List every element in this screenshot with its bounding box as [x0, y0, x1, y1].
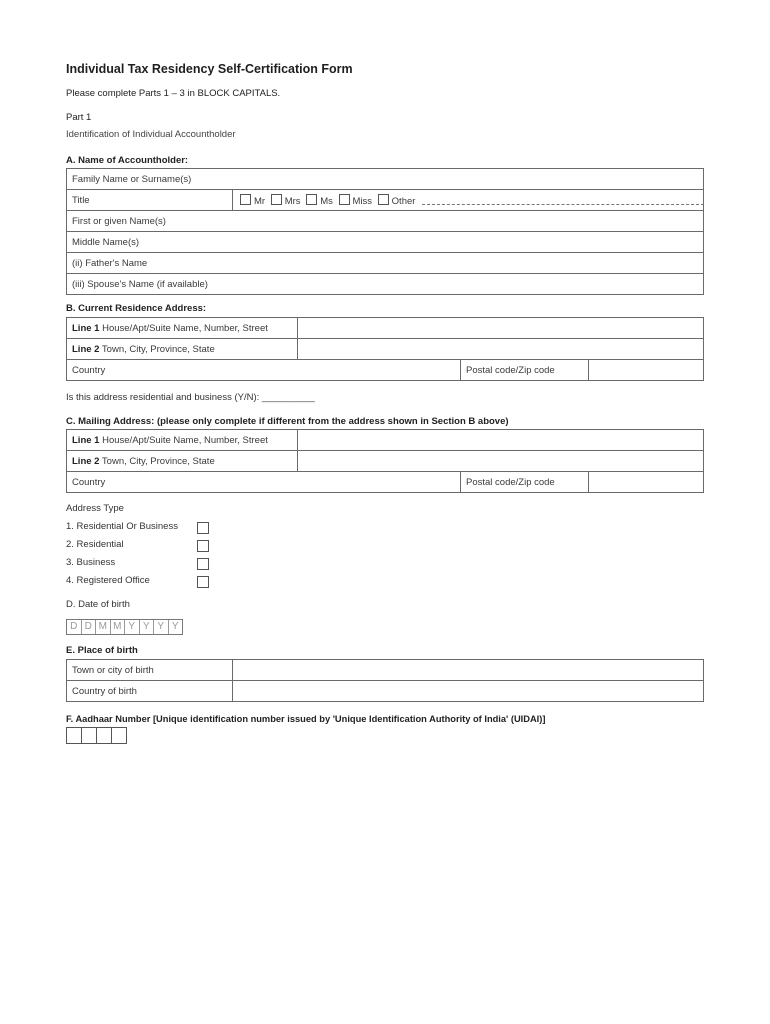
dob-year-box[interactable]: Y: [140, 620, 155, 634]
title-option-label: Other: [391, 195, 416, 207]
section-f-heading: F. Aadhaar Number [Unique identification number issued by 'Unique Identification Authority of India' (UIDAI)]: [66, 714, 546, 724]
table-row: [67, 430, 704, 451]
mail-line1-text: House/Apt/Suite Name, Number, Street: [99, 434, 268, 446]
family-name-field[interactable]: Family Name or Surname(s): [67, 169, 704, 190]
title-other-checkbox[interactable]: [378, 194, 389, 205]
section-a-heading: A. Name of Accountholder:: [66, 155, 189, 166]
instruction-text: Please complete Parts 1 – 3 in BLOCK CAPITALS.: [66, 88, 281, 99]
table-row: [67, 253, 704, 274]
aadhaar-digit-box[interactable]: [82, 728, 97, 743]
title-option-label: Mrs: [284, 195, 301, 207]
title-option-label: Miss: [352, 195, 373, 207]
section-e-heading: E. Place of birth: [66, 645, 138, 656]
table-row: [67, 232, 704, 253]
dob-year-box[interactable]: Y: [125, 620, 140, 634]
line2-input[interactable]: [298, 339, 704, 360]
residence-address-table: [66, 317, 704, 381]
aadhaar-digit-box[interactable]: [112, 728, 126, 743]
town-of-birth-input[interactable]: [233, 660, 704, 681]
line1-text: House/Apt/Suite Name, Number, Street: [99, 322, 268, 334]
address-type-label: 1. Residential Or Business: [66, 521, 178, 532]
first-name-field[interactable]: First or given Name(s): [67, 211, 704, 232]
section-c-heading: C. Mailing Address: (please only complete if different from the address shown in Section B above): [66, 416, 509, 427]
country-of-birth-input[interactable]: [233, 681, 704, 702]
residential-question: Is this address residential and business (Y/N): __________: [66, 392, 315, 403]
mail-line1-label: [67, 430, 298, 451]
aadhaar-digit-box[interactable]: [97, 728, 112, 743]
line2-bold: Line 2: [72, 343, 100, 355]
line2-text: Town, City, Province, State: [99, 343, 215, 355]
section-d-heading: D. Date of birth: [66, 599, 130, 610]
date-of-birth-boxes[interactable]: [66, 619, 183, 635]
father-name-field[interactable]: (ii) Father's Name: [67, 253, 704, 274]
mailing-address-table: [66, 429, 704, 493]
address-type-label: 4. Registered Office: [66, 575, 150, 586]
town-of-birth-label: Town or city of birth: [67, 660, 233, 681]
section-b-heading: B. Current Residence Address:: [66, 303, 207, 314]
postal-label: Postal code/Zip code: [461, 360, 589, 381]
dob-year-box[interactable]: Y: [154, 620, 169, 634]
address-type-checkbox[interactable]: [197, 576, 209, 588]
address-type-checkbox[interactable]: [197, 558, 209, 570]
title-option-label: Ms: [320, 195, 333, 207]
table-row: [67, 211, 704, 232]
line1-bold: Line 1: [72, 322, 100, 334]
mail-country-field[interactable]: Country: [67, 472, 461, 493]
table-row: [67, 169, 704, 190]
line1-label: [67, 318, 298, 339]
table-row: [67, 472, 704, 493]
mail-line1-bold: Line 1: [72, 434, 100, 446]
dob-day-box[interactable]: D: [67, 620, 82, 634]
mail-postal-input[interactable]: [589, 472, 704, 493]
dob-month-box[interactable]: M: [111, 620, 126, 634]
part-label: Part 1: [66, 112, 92, 123]
mail-postal-label: Postal code/Zip code: [461, 472, 589, 493]
table-row: [67, 681, 704, 702]
table-row: [67, 318, 704, 339]
title-ms-checkbox[interactable]: [306, 194, 317, 205]
dob-year-box[interactable]: Y: [171, 621, 179, 632]
line2-label: [67, 339, 298, 360]
mail-line2-input[interactable]: [298, 451, 704, 472]
title-miss-checkbox[interactable]: [339, 194, 350, 205]
line1-input[interactable]: [298, 318, 704, 339]
mail-line2-label: [67, 451, 298, 472]
table-row: [67, 660, 704, 681]
dob-day-box[interactable]: D: [82, 620, 97, 634]
aadhaar-number-boxes[interactable]: [66, 727, 127, 744]
name-table: [66, 168, 704, 295]
table-row: [67, 274, 704, 295]
mail-line1-input[interactable]: [298, 430, 704, 451]
mail-line2-bold: Line 2: [72, 455, 100, 467]
title-mr-checkbox[interactable]: [240, 194, 251, 205]
mail-line2-text: Town, City, Province, State: [99, 455, 215, 467]
place-of-birth-table: [66, 659, 704, 702]
address-type-checkbox[interactable]: [197, 540, 209, 552]
form-title: Individual Tax Residency Self-Certification Form: [66, 62, 353, 76]
table-row: [67, 190, 704, 211]
middle-name-field[interactable]: Middle Name(s): [67, 232, 704, 253]
address-type-label: 3. Business: [66, 557, 116, 568]
table-row: [67, 451, 704, 472]
title-other-input[interactable]: [422, 196, 703, 205]
title-option-label: Mr: [254, 195, 266, 207]
part-subtitle: Identification of Individual Accountholder: [66, 129, 236, 140]
title-mrs-checkbox[interactable]: [271, 194, 282, 205]
address-type-heading: Address Type: [66, 503, 124, 514]
table-row: [67, 360, 704, 381]
country-field[interactable]: Country: [67, 360, 461, 381]
aadhaar-digit-box[interactable]: [67, 728, 82, 743]
country-of-birth-label: Country of birth: [67, 681, 233, 702]
title-options: [233, 190, 704, 211]
address-type-checkbox[interactable]: [197, 522, 209, 534]
table-row: [67, 339, 704, 360]
address-type-label: 2. Residential: [66, 539, 124, 550]
spouse-name-field[interactable]: (iii) Spouse's Name (if available): [67, 274, 704, 295]
postal-input[interactable]: [589, 360, 704, 381]
dob-month-box[interactable]: M: [96, 620, 111, 634]
title-label: Title: [67, 190, 233, 211]
